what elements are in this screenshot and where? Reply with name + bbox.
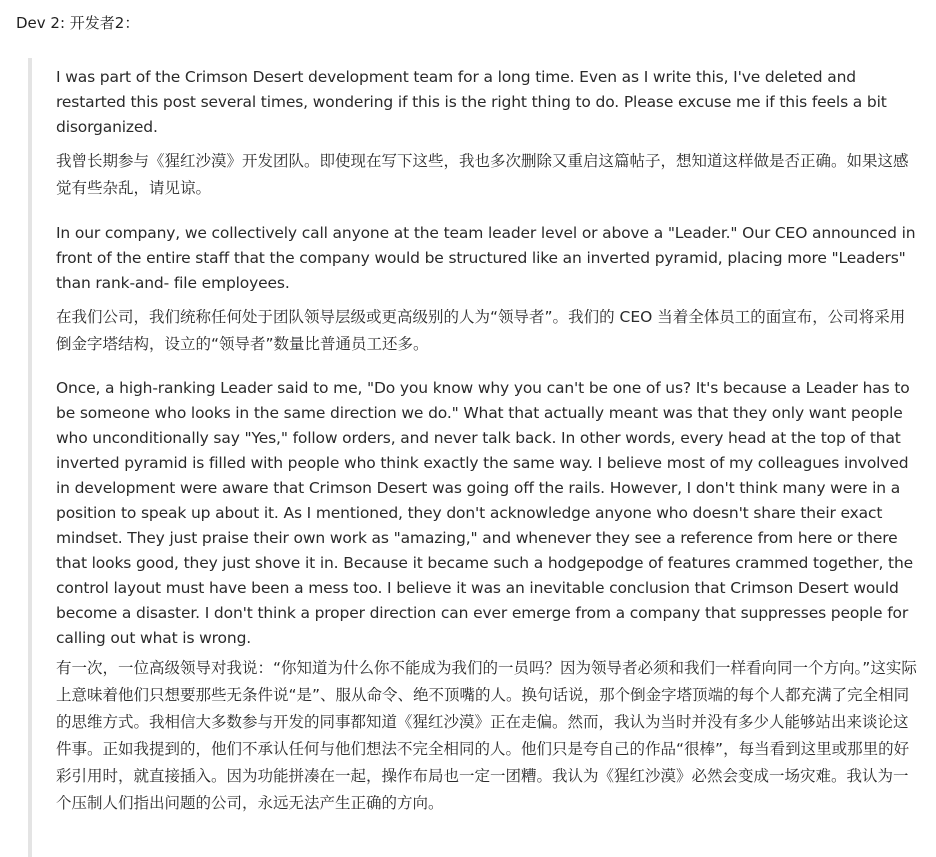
paragraph-english-2: In our company, we collectively call anyone at the team leader level or above a "Leader." Our CEO announced in front of the entire staff that the company would be structured like an inverted pyramid, placing more "Leaders" than rank-and- file employees. xyxy=(56,224,916,292)
paragraph-english-1: I was part of the Crimson Desert development team for a long time. Even as I write this, I've deleted and restarted this post several times, wondering if this is the right thing to do. Please excuse me if this feels a bit disorganized. xyxy=(56,68,887,136)
paragraph-chinese-2: 在我们公司，我们统称任何处于团队领导层级或更高级别的人为“领导者”。我们的 CEO 当着全体员工的面宣布，公司将采用倒金字塔结构，设立的“领导者”数量比普通员工还多。 xyxy=(56,308,906,353)
post-author-header: Dev 2: 开发者2： xyxy=(16,14,140,32)
quote-block xyxy=(28,58,936,857)
paragraph-english-3: Once, a high-ranking Leader said to me, "Do you know why you can't be one of us? It's because a Leader has to be someone who looks in the same direction we do." What that actually meant was that they only want people who unconditionally say "Yes," follow orders, and never talk back. In other words, every head at the top of that inverted pyramid is filled with people who think exactly the same way. I believe most of my colleagues involved in development were aware that Crimson Desert was going off the rails. However, I don't think many were in a position to speak up about it. As I mentioned, they don't acknowledge anyone who doesn't share their exact mindset. They just praise their own work as "amazing," and whenever they see a reference from here or there that looks good, they just shove it in. Because it became such a hodgepodge of features crammed together, the control layout must have been a mess too. I believe it was an inevitable conclusion that Crimson Desert would become a disaster. I don't think a proper direction can ever emerge from a company that suppresses people for calling out what is wrong. xyxy=(56,379,914,647)
paragraph-chinese-1: 我曾长期参与《猩红沙漠》开发团队。即使现在写下这些，我也多次删除又重启这篇帖子，想知道这样做是否正确。如果这感觉有些杂乱，请见谅。 xyxy=(56,152,909,197)
paragraph-chinese-3: 有一次，一位高级领导对我说：“你知道为什么你不能成为我们的一员吗？因为领导者必须和我们一样看向同一个方向。”这实际上意味着他们只想要那些无条件说“是”、服从命令、绝不顶嘴的人。换句话说，那个倒金字塔顶端的每个人都充满了完全相同的思维方式。我相信大多数参与开发的同事都知道《猩红沙漠》正在走偏。然而，我认为当时并没有多少人能够站出来谈论这件事。正如我提到的，他们不承认任何与他们想法不完全相同的人。他们只是夸自己的作品“很棒”，每当看到这里或那里的好彩引用时，就直接插入。因为功能拼凑在一起，操作布局也一定一团糟。我认为《猩红沙漠》必然会变成一场灾难。我认为一个压制人们指出问题的公司，永远无法产生正确的方向。 xyxy=(56,659,917,812)
